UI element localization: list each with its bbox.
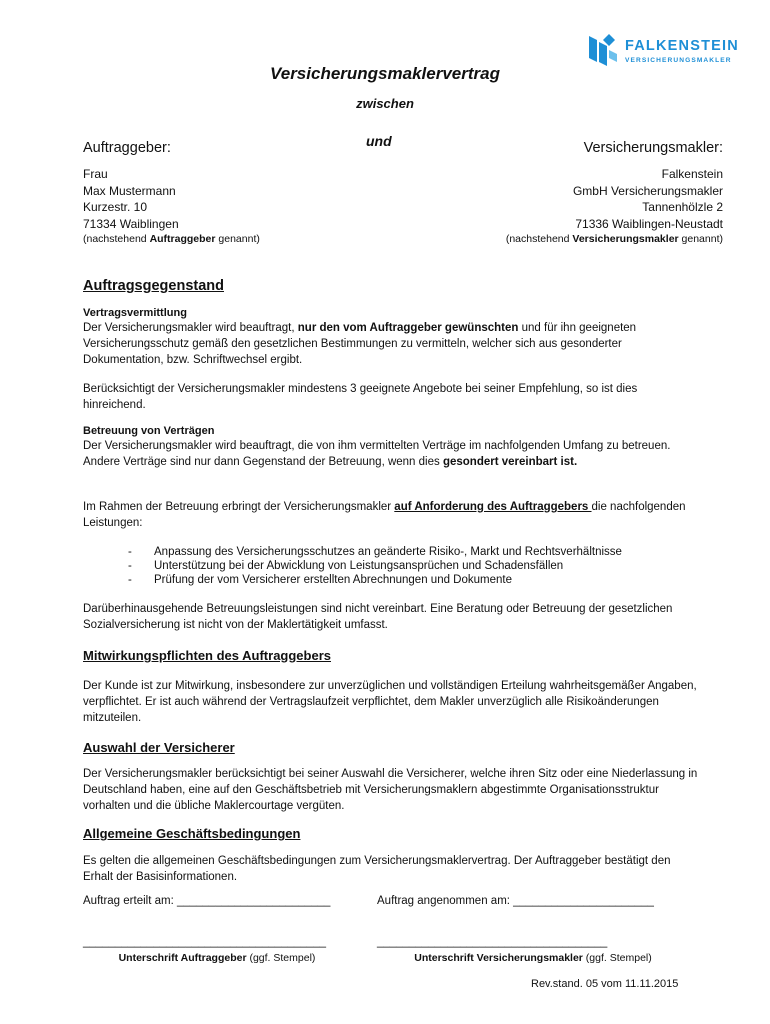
list-bullet: -: [128, 560, 132, 572]
client-note-bold: Auftraggeber: [149, 233, 216, 245]
services-paragraph: [83, 499, 703, 531]
terms-heading: Allgemeine Geschäftsbedingungen: [83, 826, 301, 841]
terms-paragraph: Es gelten die allgemeinen Geschäftsbedingungen zum Versicherungsmaklervertrag. Der Auftraggeber bestätigt den Erhalt der Basisinformationen.: [83, 855, 671, 884]
logo-tagline: VERSICHERUNGSMAKLER: [625, 57, 732, 64]
beyond-paragraph: Darüberhinausgehende Betreuungsleistungen sind nicht vereinbart. Eine Beratung oder Betreuung der gesetzlichen Sozialversicherung ist nicht von der Maklertätigkeit umfasst.: [83, 603, 673, 632]
mediation-pre: Der Versicherungsmakler wird beauftragt,: [83, 322, 298, 334]
care-heading: Betreuung von Verträgen: [83, 425, 215, 437]
broker-address-line: GmbH Versicherungsmakler: [572, 183, 723, 198]
issued-date-field[interactable]: Auftrag erteilt am: ________________________: [83, 895, 331, 907]
services-underlined: auf Anforderung des Auftraggebers: [394, 501, 592, 513]
company-logo: [585, 32, 739, 68]
care-pre: Der Versicherungsmakler wird beauftragt, die von ihm vermittelten Verträge im nachfolgenden Umfang zu betreuen. Andere Verträge sind nur dann Gegenstand der Betreuung, wenn dies: [83, 440, 671, 469]
services-pre: Im Rahmen der Betreuung erbringt der Versicherungsmakler: [83, 501, 395, 513]
broker-signature-caption: [377, 952, 689, 964]
cooperation-heading: Mitwirkungspflichten des Auftraggebers: [83, 648, 331, 663]
list-bullet: -: [128, 574, 132, 586]
subject-heading: Auftragsgegenstand: [83, 278, 224, 294]
list-item: [128, 545, 622, 559]
mediation-heading: Vertragsvermittlung: [83, 307, 187, 319]
offers-paragraph: Berücksichtigt der Versicherungsmakler mindestens 3 geeignete Angebote bei seiner Empfehlung, so ist dies hinreichend.: [83, 383, 638, 412]
mediation-post: und für ihn geeigneten Versicherungsschutz gemäß den gesetzlichen Bestimmungen zu vermitteln, welcher sich aus gesonderter Dokumentation, bzw. Schriftwechsel ergibt.: [83, 322, 637, 367]
logo-name: FALKENSTEIN: [625, 38, 739, 54]
client-address-line: Max Mustermann: [83, 183, 176, 198]
mediation-paragraph: [83, 320, 703, 369]
client-note: [83, 233, 260, 245]
cooperation-paragraph: Der Kunde ist zur Mitwirkung, insbesondere zur unverzüglichen und vollständigen Erteilung wahrheitsgemäßer Angaben, verpflichtet. Er ist auch während der Vertragslaufzeit verpflichtet, dem Makler unverzüglich alle Risikoänderungen mitzuteilen.: [83, 680, 697, 725]
revision-label: Rev.stand. 05 vom 11.11.2015: [531, 978, 679, 990]
broker-note-bold: Versicherungsmakler: [572, 233, 679, 245]
list-item-text: Unterstützung bei der Abwicklung von Leistungsansprüchen und Schadensfällen: [154, 560, 564, 572]
client-address-line: Kurzestr. 10: [83, 200, 148, 214]
broker-note-pre: (nachstehend: [505, 233, 573, 245]
broker-caption-bold: Unterschrift Versicherungsmakler: [414, 952, 583, 964]
broker-address: [573, 166, 723, 232]
client-caption-bold: Unterschrift Auftraggeber: [118, 952, 247, 964]
between-label: zwischen: [356, 96, 414, 111]
broker-note-post: genannt): [678, 233, 723, 245]
client-caption-post: (ggf. Stempel): [246, 952, 316, 964]
care-paragraph: [83, 438, 703, 470]
list-item-text: Prüfung der vom Versicherer erstellten Abrechnungen und Dokumente: [154, 574, 512, 586]
care-bold: gesondert vereinbart ist.: [442, 456, 578, 469]
broker-address-line: 71336 Waiblingen-Neustadt: [575, 216, 723, 231]
client-address-line: 71334 Waiblingen: [83, 216, 179, 231]
broker-address-line: Falkenstein: [661, 167, 723, 181]
insurers-heading: Auswahl der Versicherer: [83, 740, 235, 755]
broker-caption-post: (ggf. Stempel): [582, 952, 652, 964]
client-note-pre: (nachstehend: [83, 233, 150, 245]
falcon-logo-icon: [585, 32, 619, 68]
client-signature-line[interactable]: ______________________________________: [83, 936, 327, 948]
client-note-post: genannt): [215, 233, 260, 245]
broker-address-line: Tannenhölzle 2: [642, 200, 723, 214]
list-item: [128, 559, 622, 573]
broker-heading: Versicherungsmakler:: [583, 140, 723, 156]
accepted-date-field[interactable]: Auftrag angenommen am: ______________________: [377, 895, 654, 907]
contract-title: Versicherungsmaklervertrag: [270, 64, 500, 83]
client-heading: Auftraggeber:: [83, 140, 171, 156]
list-bullet: -: [128, 546, 132, 558]
services-post: die nachfolgenden Leistungen:: [83, 501, 686, 530]
list-item-text: Anpassung des Versicherungsschutzes an geänderte Risiko-, Markt und Rechtsverhältnisse: [154, 546, 622, 558]
insurers-paragraph: Der Versicherungsmakler berücksichtigt bei seiner Auswahl die Versicherer, welche ihren Sitz oder eine Niederlassung in Deutschland haben, eine auf den Geschäftsbetrieb mit Versicherungsmaklern abgestimmte Organisationsstruktur vorhalten und die übliche Maklercourtage vergüten.: [83, 768, 698, 813]
broker-signature-line[interactable]: ____________________________________: [377, 936, 608, 948]
broker-note: [506, 233, 723, 245]
client-address: [83, 166, 179, 232]
list-item: [128, 573, 622, 587]
and-label: und: [366, 133, 392, 149]
mediation-bold: nur den vom Auftraggeber gewünschten: [297, 322, 519, 334]
client-signature-caption: [83, 952, 351, 964]
services-list: [128, 545, 622, 587]
client-address-line: Frau: [83, 167, 108, 181]
